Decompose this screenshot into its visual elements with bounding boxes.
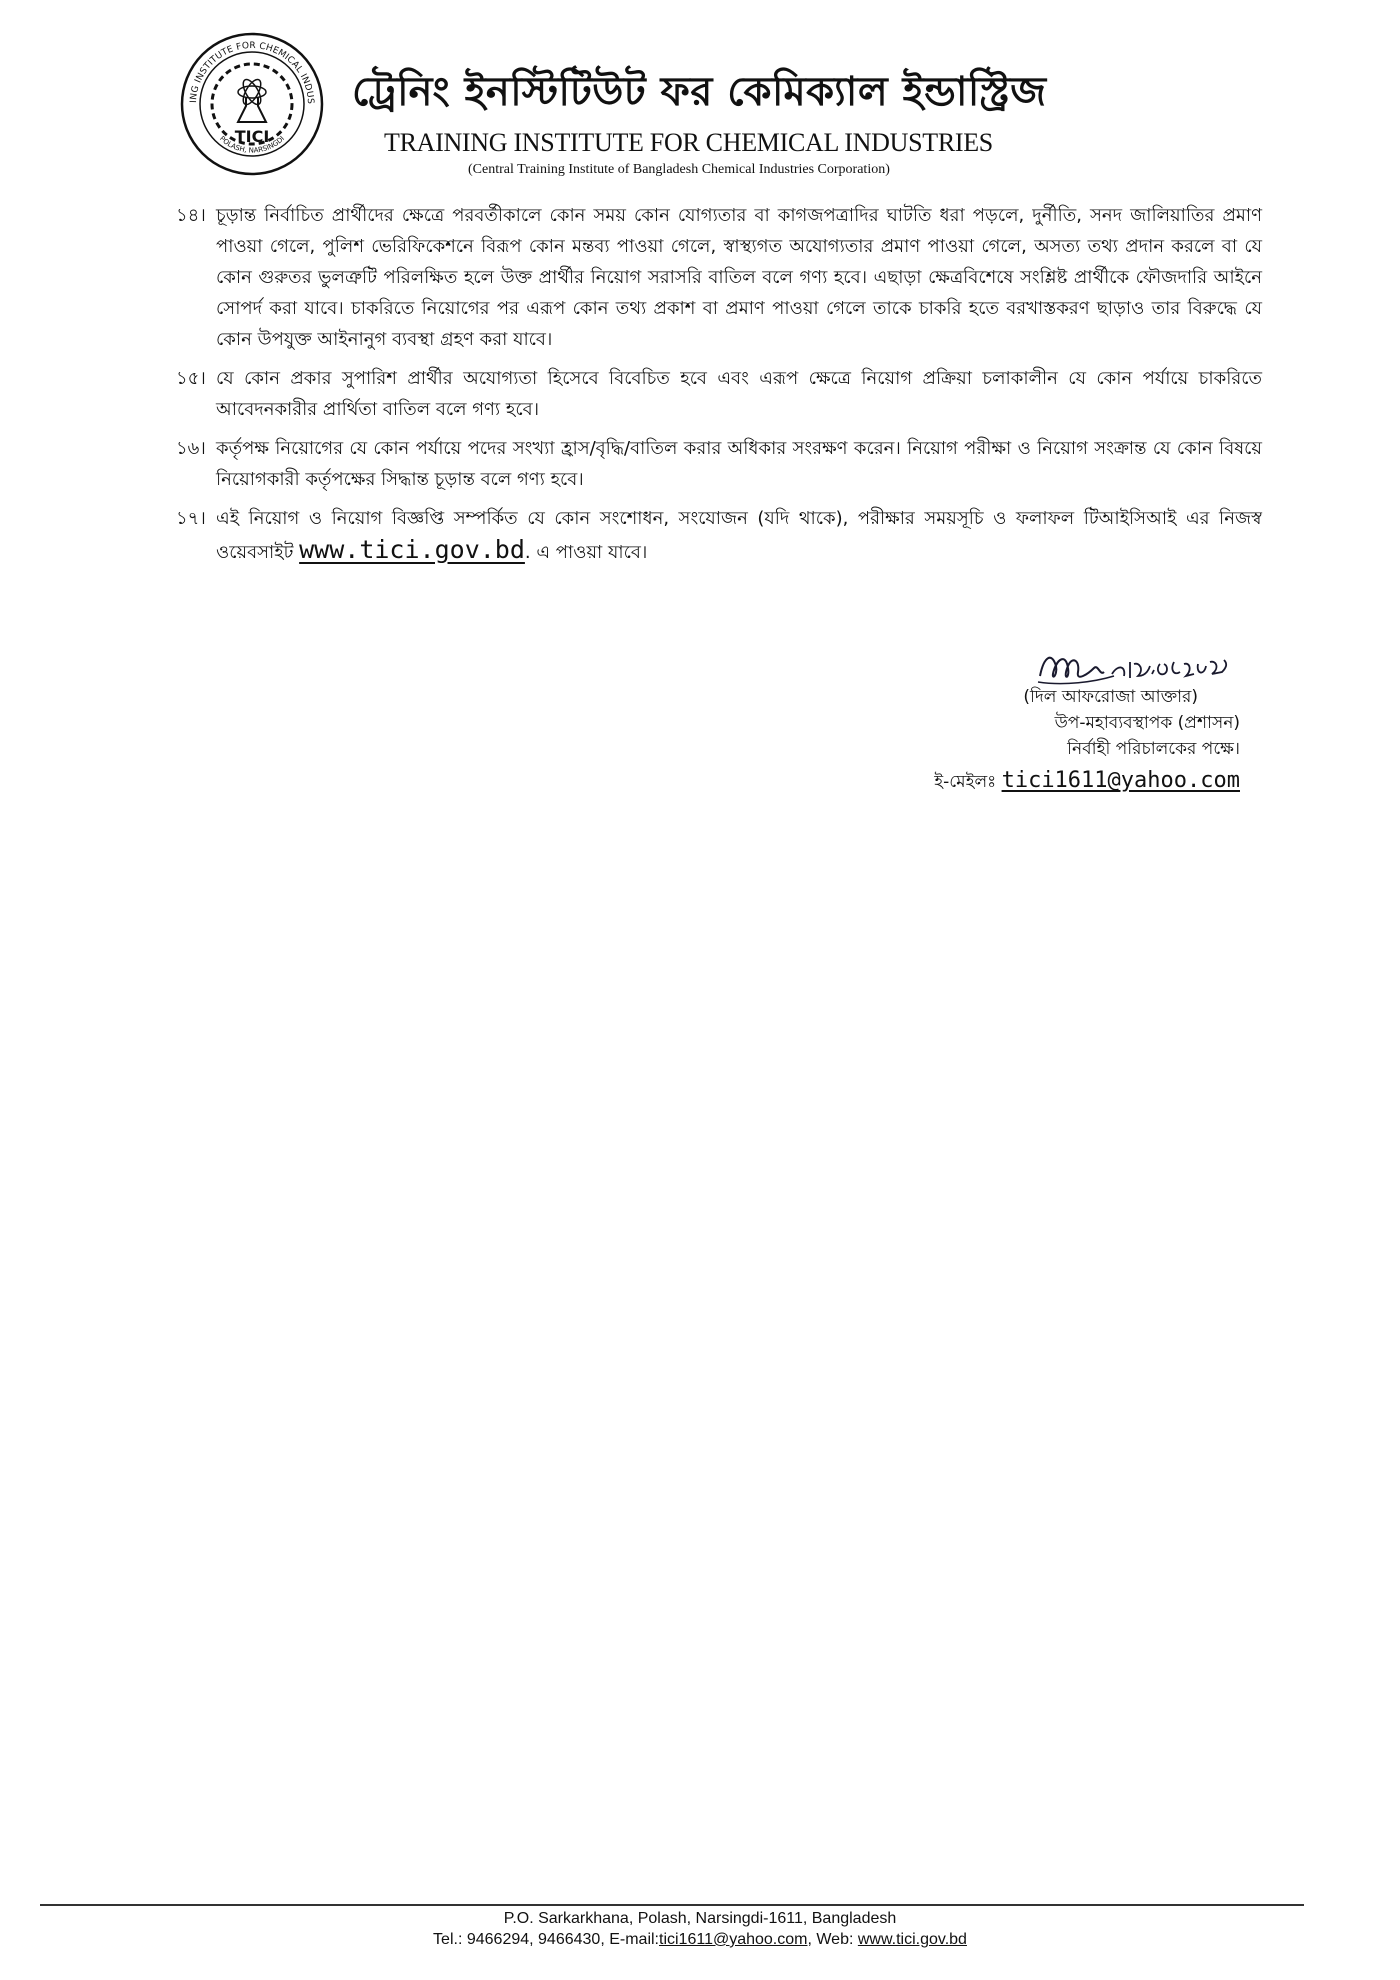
footer-email[interactable]: tici1611@yahoo.com <box>659 1931 808 1948</box>
footer-contact: Tel.: 9466294, 9466430, E-mail:tici1611@yahoo.com, Web: www.tici.gov.bd <box>433 1931 967 1948</box>
logo-bottom-text: POLASH, NARSINGDI <box>217 134 287 155</box>
institute-title-english: TRAINING INSTITUTE FOR CHEMICAL INDUSTRIES <box>384 128 993 157</box>
footer-web[interactable]: www.tici.gov.bd <box>857 1931 967 1948</box>
clause-number: ১৪। <box>176 205 206 226</box>
institute-title-bangla: ট্রেনিং ইনস্টিটিউট ফর কেমিক্যাল ইন্ডাস্ট্রিজ <box>352 69 1047 115</box>
clause-text: কর্তৃপক্ষ নিয়োগের যে কোন পর্যায়ে পদের সংখ্যা হ্রাস/বৃদ্ধি/বাতিল করার অধিকার সংরক্ষণ করেন। নিয়োগ পরীক্ষা ও নিয়োগ সংক্রান্ত যে কোন বিষয়ে নিয়োগকারী কর্তৃপক্ষের সিদ্ধান্ত চূড়ান্ত বলে গণ্য হবে। <box>216 438 1262 490</box>
clause-text-before-link: এই নিয়োগ ও নিয়োগ বিজ্ঞপ্তি সম্পর্কিত যে কোন সংশোধন, সংযোজন (যদি থাকে), পরীক্ষার সময়সূচি ও ফলাফল টিআইসিআই এর নিজস্ব ওয়েবসাইট <box>216 508 1262 563</box>
logo-center-text: TICI <box>234 127 270 146</box>
clause-14 <box>176 200 1262 355</box>
footer-divider <box>40 1904 1304 1906</box>
logo-ring-text: ING INSTITUTE FOR CHEMICAL INDUS <box>188 40 316 105</box>
email-label: ই-মেইলঃ <box>934 772 997 792</box>
institute-subtitle: (Central Training Institute of Bangladesh Chemical Industries Corporation) <box>468 162 890 177</box>
clause-text-after-link: . এ পাওয়া যাবে। <box>524 542 648 563</box>
notice-clauses <box>176 200 1262 576</box>
signature-block <box>860 684 1240 799</box>
clause-16 <box>176 433 1262 495</box>
clause-number: ১৭। <box>176 508 206 529</box>
footer-email-label: E-mail: <box>609 1931 659 1948</box>
website-link[interactable]: www.tici.gov.bd <box>299 535 525 564</box>
signatory-email-line <box>860 764 1240 799</box>
tici-logo <box>178 30 326 178</box>
clause-text: যে কোন প্রকার সুপারিশ প্রার্থীর অযোগ্যতা হিসেবে বিবেচিত হবে এবং এরূপ ক্ষেত্রে নিয়োগ প্রক্রিয়া চলাকালীন যে কোন পর্যায়ে চাকরিতে আবেদনকারীর প্রার্থিতা বাতিল বলে গণ্য হবে। <box>216 368 1262 420</box>
clause-15 <box>176 363 1262 425</box>
footer-address: P.O. Sarkarkhana, Polash, Narsingdi-1611, Bangladesh <box>503 1910 897 1927</box>
signatory-on-behalf: নির্বাহী পরিচালকের পক্ষে। <box>1067 739 1240 759</box>
footer-tel: 9466294, 9466430, <box>466 1931 605 1948</box>
clause-text <box>216 503 1262 568</box>
signatory-email[interactable]: tici1611@yahoo.com <box>1001 768 1240 793</box>
clause-number: ১৬। <box>176 438 206 459</box>
footer-tel-label: Tel.: <box>433 1931 463 1948</box>
signatory-name: (দিল আফরোজা আক্তার) <box>1023 687 1198 707</box>
clause-text: চূড়ান্ত নির্বাচিত প্রার্থীদের ক্ষেত্রে পরবর্তীকালে কোন সময় কোন যোগ্যতার বা কাগজপত্রাদির ঘাটতি ধরা পড়লে, দুর্নীতি, সনদ জালিয়াতির প্রমাণ পাওয়া গেলে, পুলিশ ভেরিফিকেশনে বিরূপ কোন মন্তব্য পাওয়া গেলে, স্বাস্থ্যগত অযোগ্যতার প্রমাণ পাওয়া গেলে, অসত্য তথ্য প্রদান করলে বা যে কোন গুরুতর ভুলত্রুটি পরিলক্ষিত হলে উক্ত প্রার্থীর নিয়োগ সরাসরি বাতিল বলে গণ্য হবে। এছাড়া ক্ষেত্রবিশেষে সংশ্লিষ্ট প্রার্থীকে ফৌজদারি আইনে সোপর্দ করা যাবে। চাকরিতে নিয়োগের পর এরূপ কোন তথ্য প্রকাশ বা প্রমাণ পাওয়া গেলে তাকে চাকরি হতে বরখাস্তকরণ ছাড়াও তার বিরুদ্ধে যে কোন উপযুক্ত আইনানুগ ব্যবস্থা গ্রহণ করা যাবে। <box>216 205 1262 350</box>
clause-number: ১৫। <box>176 368 206 389</box>
signatory-designation: উপ-মহাব্যবস্থাপক (প্রশাসন) <box>1054 713 1240 733</box>
clause-17 <box>176 503 1262 568</box>
footer <box>0 1908 1400 1950</box>
footer-web-label: Web: <box>816 1931 854 1948</box>
